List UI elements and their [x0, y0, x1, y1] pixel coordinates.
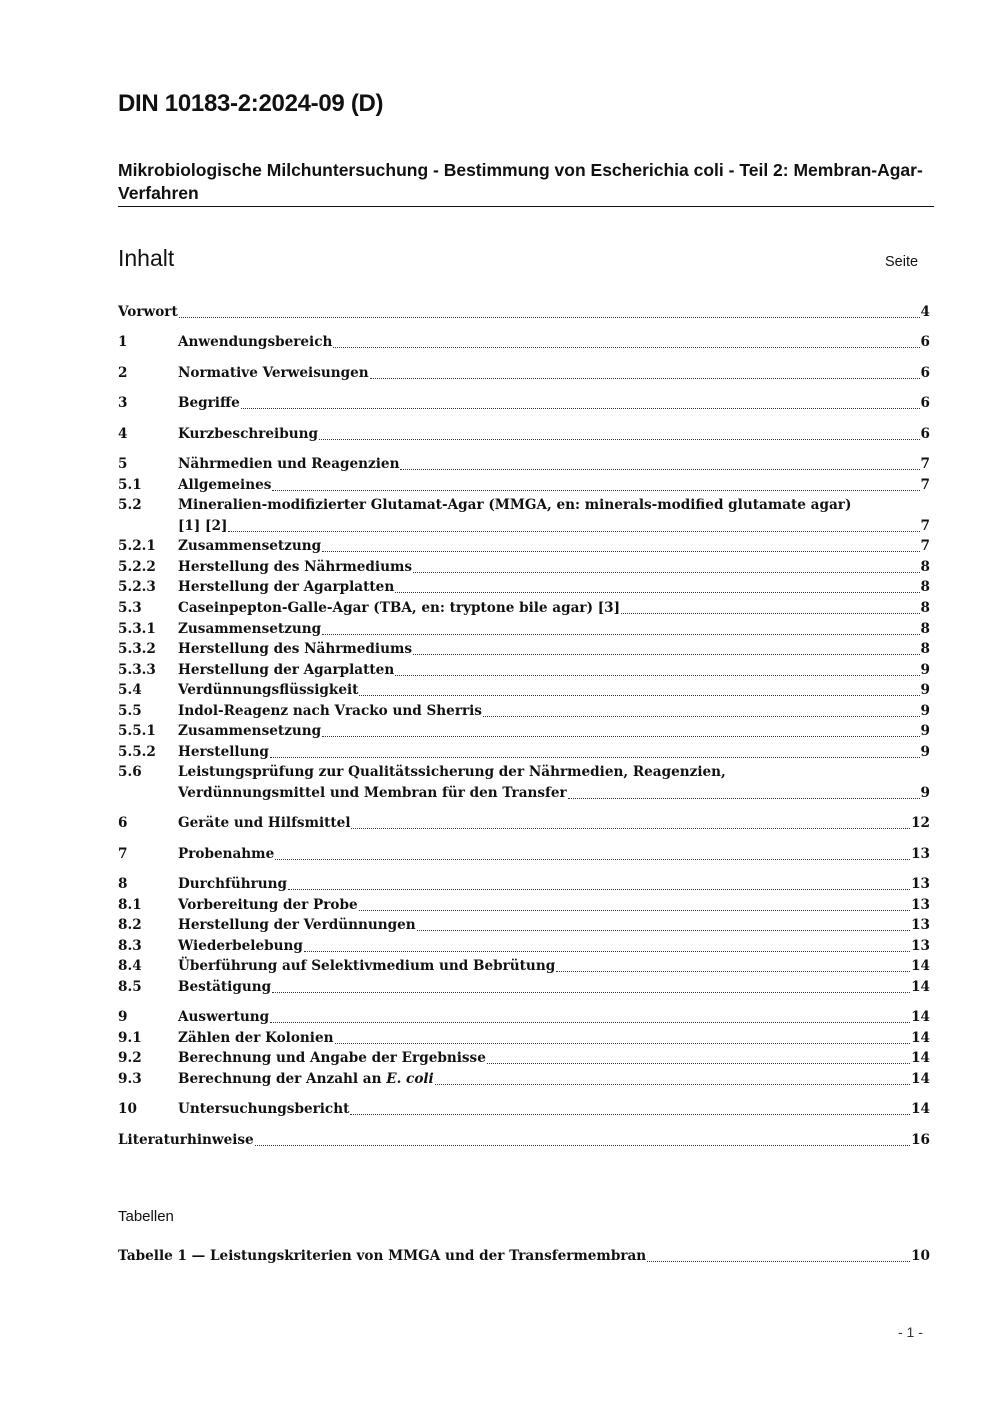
- toc-entry-title: [1] [2]: [178, 518, 228, 534]
- toc-entry-title: Auswertung: [178, 1009, 270, 1025]
- toc-page-label: Seite: [885, 254, 919, 270]
- toc-entry-page: 7: [920, 477, 930, 493]
- toc-entry-title: Herstellung der Agarplatten: [178, 579, 395, 595]
- toc-dot-leader: [322, 551, 919, 552]
- toc-entry-number: 3: [118, 395, 128, 411]
- toc-entry-number: 5.5.2: [118, 744, 156, 760]
- toc-entry[interactable]: [118, 874, 930, 895]
- toc-entry-number: 9.1: [118, 1030, 142, 1046]
- toc-dot-leader: [350, 1114, 910, 1115]
- toc-entry[interactable]: [118, 936, 930, 957]
- toc-entry-title: Nährmedien und Reagenzien: [178, 456, 400, 472]
- toc-entry-title: Vorbereitung der Probe: [178, 897, 358, 913]
- toc-dot-leader: [568, 798, 920, 799]
- toc-entry-number: 9: [118, 1009, 128, 1025]
- toc-entry-page: 14: [911, 979, 930, 995]
- toc-entry-page: 6: [920, 334, 930, 350]
- toc-entry-page: 8: [920, 559, 930, 575]
- toc-entry-number: 5.5: [118, 703, 142, 719]
- toc-entry[interactable]: [118, 1069, 930, 1090]
- toc-entry-title: Berechnung der Anzahl an: [178, 1071, 382, 1087]
- toc-entry-number: 5.3.3: [118, 662, 156, 678]
- toc-entry-title: Herstellung des Nährmediums: [178, 559, 413, 575]
- toc-entry-title: Zählen der Kolonien: [178, 1030, 334, 1046]
- toc-dot-leader: [487, 1063, 910, 1064]
- toc-entry[interactable]: [118, 363, 930, 384]
- toc-entry[interactable]: [118, 577, 930, 598]
- toc-entry-title: Geräte und Hilfsmittel: [178, 815, 351, 831]
- toc-entry-number: 5.2.1: [118, 538, 156, 554]
- toc-dot-leader: [319, 439, 920, 440]
- toc-entry-title: Überführung auf Selektivmedium und Bebrütung: [178, 958, 556, 974]
- toc-entry-number: 8.4: [118, 958, 142, 974]
- toc-entry[interactable]: [118, 680, 930, 701]
- toc-entry-number: 8.1: [118, 897, 142, 913]
- toc-entry-title: Herstellung: [178, 744, 269, 760]
- toc-entry[interactable]: [118, 1099, 930, 1120]
- toc-dot-leader: [395, 592, 919, 593]
- toc-entry-number: 7: [118, 846, 128, 862]
- toc-entry[interactable]: [118, 783, 930, 804]
- toc-entry[interactable]: [118, 516, 930, 537]
- toc-entry-title: Caseinpepton-Galle-Agar (TBA, en: tryptone bile agar) [3]: [178, 600, 621, 616]
- toc-dot-leader: [413, 654, 920, 655]
- toc-dot-leader: [400, 469, 919, 470]
- toc-dot-leader: [270, 757, 920, 758]
- toc-entry-title: Verdünnungsflüssigkeit: [178, 682, 359, 698]
- toc-entry-title: Kurzbeschreibung: [178, 426, 318, 442]
- toc-entry[interactable]: [118, 454, 930, 475]
- toc-entry[interactable]: [118, 475, 930, 496]
- toc-entry-title: Herstellung der Agarplatten: [178, 662, 395, 678]
- toc-entry-page: 13: [911, 897, 930, 913]
- toc-entry-page: 7: [920, 518, 930, 534]
- toc-entry-number: 5.2: [118, 497, 142, 513]
- toc-entry[interactable]: [118, 977, 930, 998]
- toc-dot-leader: [270, 1022, 910, 1023]
- toc-entry-page: 14: [911, 958, 930, 974]
- toc-dot-leader: [621, 613, 919, 614]
- toc-entry[interactable]: [118, 332, 930, 353]
- toc-entry-page: 6: [920, 426, 930, 442]
- toc-entry-page: 13: [911, 876, 930, 892]
- toc-entry-page: 9: [920, 703, 930, 719]
- toc-entry-number: 5.2.2: [118, 559, 156, 575]
- toc-entry[interactable]: [118, 721, 930, 742]
- toc-dot-leader: [179, 317, 920, 318]
- toc-entry-number: 8.3: [118, 938, 142, 954]
- toc-dot-leader: [304, 951, 910, 952]
- toc-entry[interactable]: [118, 393, 930, 414]
- document-title: DIN 10183-2:2024-09 (D): [118, 90, 384, 117]
- toc-entry[interactable]: [118, 1048, 930, 1069]
- toc-entry-title: Allgemeines: [178, 477, 272, 493]
- toc-entry-page: 7: [920, 538, 930, 554]
- toc-entry-title: Durchführung: [178, 876, 288, 892]
- toc-entry-page: 9: [920, 744, 930, 760]
- toc-entry-page: 8: [920, 641, 930, 657]
- toc-entry-title: Indol-Reagenz nach Vracko und Sherris: [178, 703, 482, 719]
- toc-entry[interactable]: [118, 598, 930, 619]
- toc-dot-leader: [255, 1145, 910, 1146]
- table-list-entry[interactable]: [118, 1246, 930, 1267]
- toc-entry-number: 6: [118, 815, 128, 831]
- toc-entry-number: 5.1: [118, 477, 142, 493]
- toc-entry[interactable]: [118, 557, 930, 578]
- toc-entry-page: 13: [911, 917, 930, 933]
- toc-entry-number: 9.3: [118, 1071, 142, 1087]
- toc-dot-leader: [275, 859, 910, 860]
- toc-entry[interactable]: [118, 1028, 930, 1049]
- toc-entry-number: 5.3.1: [118, 621, 156, 637]
- toc-dot-leader: [322, 736, 919, 737]
- toc-entry-title-line1[interactable]: Mineralien-modifizierter Glutamat-Agar (MMGA, en: minerals-modified glutamate agar): [178, 497, 852, 513]
- toc-entry-title: Bestätigung: [178, 979, 272, 995]
- toc-entry-page: 14: [911, 1101, 930, 1117]
- toc-entry-page: 9: [920, 682, 930, 698]
- toc-entry-title-italic: E. coli: [386, 1071, 434, 1087]
- toc-entry[interactable]: [118, 302, 930, 323]
- toc-entry-number: 2: [118, 365, 128, 381]
- toc-entry[interactable]: [118, 1007, 930, 1028]
- toc-entry-title: Literaturhinweise: [118, 1132, 254, 1148]
- toc-entry-number: 5.4: [118, 682, 142, 698]
- toc-entry-number: 9.2: [118, 1050, 142, 1066]
- toc-entry-page: 9: [920, 662, 930, 678]
- toc-entry-title: Begriffe: [178, 395, 240, 411]
- toc-dot-leader: [333, 347, 919, 348]
- toc-dot-leader: [413, 572, 920, 573]
- toc-entry[interactable]: [118, 844, 930, 865]
- toc-dot-leader: [322, 634, 919, 635]
- toc-entry-number: 5.5.1: [118, 723, 156, 739]
- toc-entry[interactable]: [118, 424, 930, 445]
- toc-entry-page: 10: [911, 1248, 930, 1264]
- toc-entry-title: Zusammensetzung: [178, 723, 322, 739]
- toc-dot-leader: [395, 675, 919, 676]
- tables-heading: Tabellen: [118, 1208, 174, 1225]
- toc-entry[interactable]: [118, 956, 930, 977]
- toc-dot-leader: [556, 971, 910, 972]
- toc-entry-page: 8: [920, 621, 930, 637]
- toc-entry-number: 5.3.2: [118, 641, 156, 657]
- toc-entry-title-line1[interactable]: Leistungsprüfung zur Qualitätssicherung der Nährmedien, Reagenzien,: [178, 764, 726, 780]
- toc-dot-leader: [370, 378, 920, 379]
- toc-entry-number: 4: [118, 426, 128, 442]
- toc-entry-title: Zusammensetzung: [178, 538, 322, 554]
- toc-entry[interactable]: [118, 701, 930, 722]
- toc-dot-leader: [483, 716, 920, 717]
- toc-entry-page: 9: [920, 785, 930, 801]
- toc-heading: Inhalt: [118, 245, 175, 271]
- toc-entry[interactable]: [118, 813, 930, 834]
- toc-entry-page: 14: [911, 1030, 930, 1046]
- toc-dot-leader: [272, 992, 910, 993]
- toc-dot-leader: [288, 889, 910, 890]
- toc-entry-number: 10: [118, 1101, 137, 1117]
- toc-dot-leader: [351, 828, 910, 829]
- toc-entry-page: 13: [911, 846, 930, 862]
- toc-entry-number: 8.2: [118, 917, 142, 933]
- toc-entry-page: 16: [911, 1132, 930, 1148]
- toc-entry-page: 8: [920, 600, 930, 616]
- toc-entry-page: 8: [920, 579, 930, 595]
- toc-entry-number: 8.5: [118, 979, 142, 995]
- toc-entry-page: 14: [911, 1071, 930, 1087]
- toc-entry-title: Berechnung und Angabe der Ergebnisse: [178, 1050, 486, 1066]
- toc-entry-page: 7: [920, 456, 930, 472]
- toc-entry[interactable]: [118, 660, 930, 681]
- toc-entry-page: 14: [911, 1050, 930, 1066]
- toc-dot-leader: [359, 695, 919, 696]
- toc-entry-page: 4: [920, 304, 930, 320]
- toc-entry[interactable]: [118, 639, 930, 660]
- toc-entry[interactable]: [118, 619, 930, 640]
- toc-entry-title: Verdünnungsmittel und Membran für den Transfer: [178, 785, 567, 801]
- toc-entry-title: Wiederbelebung: [178, 938, 303, 954]
- toc-dot-leader: [228, 531, 919, 532]
- toc-dot-leader: [335, 1043, 911, 1044]
- toc-entry-title: Herstellung des Nährmediums: [178, 641, 413, 657]
- toc-entry-title: Untersuchungsbericht: [178, 1101, 350, 1117]
- toc-dot-leader: [359, 910, 910, 911]
- toc-entry-title: Anwendungsbereich: [178, 334, 333, 350]
- toc-dot-leader: [647, 1261, 910, 1262]
- toc-entry[interactable]: [118, 915, 930, 936]
- toc-entry[interactable]: [118, 1130, 930, 1151]
- toc-entry-title: Vorwort: [118, 304, 178, 320]
- toc-entry-title: Probenahme: [178, 846, 275, 862]
- toc-entry-page: 6: [920, 395, 930, 411]
- toc-entry-page: 9: [920, 723, 930, 739]
- toc-entry-page: 14: [911, 1009, 930, 1025]
- toc-entry-title: Tabelle 1 — Leistungskriterien von MMGA und der Transfermembran: [118, 1248, 647, 1264]
- toc-entry-page: 6: [920, 365, 930, 381]
- toc-entry[interactable]: [118, 895, 930, 916]
- toc-entry-number: 5.3: [118, 600, 142, 616]
- toc-dot-leader: [435, 1084, 910, 1085]
- footer-page-number: - 1 -: [898, 1324, 923, 1340]
- toc-entry[interactable]: [118, 742, 930, 763]
- toc-entry-number: 1: [118, 334, 128, 350]
- toc-entry-title: Herstellung der Verdünnungen: [178, 917, 416, 933]
- toc-entry-title: Zusammensetzung: [178, 621, 322, 637]
- toc-dot-leader: [417, 930, 910, 931]
- toc-entry[interactable]: [118, 536, 930, 557]
- toc-entry-title: Normative Verweisungen: [178, 365, 369, 381]
- toc-entry-number: 5.6: [118, 764, 142, 780]
- document-subtitle: Mikrobiologische Milchuntersuchung - Bestimmung von Escherichia coli - Teil 2: Membran-Agar-Verfahren: [118, 159, 934, 207]
- toc-dot-leader: [272, 490, 919, 491]
- toc-entry-page: 12: [911, 815, 930, 831]
- toc-dot-leader: [241, 408, 920, 409]
- toc-entry-page: 13: [911, 938, 930, 954]
- toc-entry-number: 5.2.3: [118, 579, 156, 595]
- toc-entry-number: 5: [118, 456, 128, 472]
- toc-entry-number: 8: [118, 876, 128, 892]
